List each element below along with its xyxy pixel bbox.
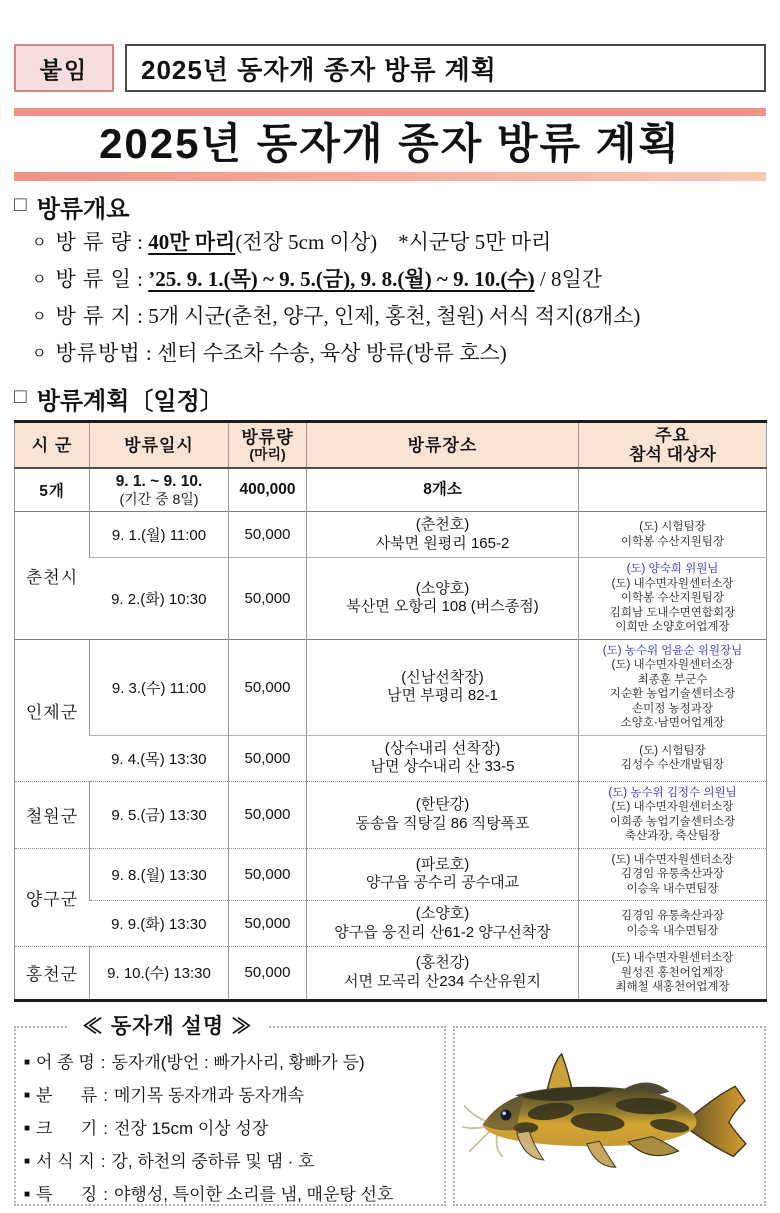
attendee-vip: (도) 농수위 김정수 의원님 bbox=[608, 786, 737, 799]
datetime-main: 9. 5.(금) 13:30 bbox=[111, 807, 207, 824]
attendee: (도) 시험팀장 bbox=[639, 521, 706, 533]
species-item-label: 서 식 지 bbox=[36, 1151, 95, 1171]
datetime-main: 9. 9.(화) 13:30 bbox=[111, 916, 207, 933]
attendee: 지순환 농업기술센터소장 bbox=[609, 688, 736, 700]
col-header-quantity bbox=[229, 422, 307, 469]
cell-datetime bbox=[90, 947, 229, 1001]
cell-place bbox=[307, 512, 579, 558]
attendee: 이학봉 수산지원팀장 bbox=[620, 535, 725, 548]
cell-place bbox=[307, 735, 579, 781]
place-line: (한탄강) bbox=[415, 796, 470, 813]
overview-section-heading bbox=[14, 191, 766, 221]
overview-item bbox=[32, 336, 766, 373]
cell-place bbox=[307, 901, 579, 947]
place-line: 남면 부평리 82-1 bbox=[387, 687, 498, 704]
species-description-title: ≪ 동자개 설명 ≫ bbox=[68, 1014, 267, 1040]
cell-sigun: 홍천군 bbox=[15, 947, 90, 1001]
square-marker-icon: □ bbox=[14, 385, 27, 408]
cell-datetime bbox=[90, 901, 229, 947]
overview-item bbox=[32, 225, 766, 262]
cell-quantity: 50,000 bbox=[229, 947, 307, 1001]
overview-item-label: 방 류 지 bbox=[55, 304, 132, 328]
datetime-sub: (기간 중 8일) bbox=[119, 491, 199, 507]
col-header-attendees-line2: 참석 대상자 bbox=[629, 445, 716, 464]
cell-attendees bbox=[579, 558, 767, 640]
place-line: 사북면 원평리 165-2 bbox=[375, 534, 510, 552]
schedule-row bbox=[15, 639, 767, 735]
datetime-main: 9. 2.(화) 10:30 bbox=[111, 590, 207, 608]
title-divider-top bbox=[14, 108, 766, 116]
cell-place bbox=[307, 558, 579, 640]
col-header-sigun: 시 군 bbox=[15, 422, 90, 469]
square-bullet-icon: ■ bbox=[24, 1056, 31, 1068]
schedule-row bbox=[15, 735, 767, 781]
species-description-item bbox=[24, 1081, 438, 1114]
cell-quantity: 50,000 bbox=[229, 901, 307, 947]
cell-sigun: 춘천시 bbox=[15, 512, 90, 640]
square-bullet-icon: ■ bbox=[24, 1122, 31, 1134]
cell-place bbox=[307, 639, 579, 735]
attendee: 최해철 새홍천어업계장 bbox=[615, 981, 730, 993]
col-header-attendees bbox=[579, 422, 767, 469]
cell-attendees bbox=[579, 781, 767, 848]
overview-item-colon: : bbox=[131, 304, 149, 328]
schedule-table bbox=[14, 420, 767, 1002]
schedule-row bbox=[15, 848, 767, 901]
schedule-row bbox=[15, 512, 767, 558]
page-title: 2025년 동자개 종자 방류 계획 bbox=[99, 120, 681, 167]
overview-item-value: (전장 5cm 이상) *시군당 5만 마리 bbox=[235, 230, 552, 254]
attendee: 이희종 농업기술센터소장 bbox=[609, 815, 736, 828]
species-item-value: 야행성, 특이한 소리를 냄, 매운탕 선호 bbox=[113, 1184, 394, 1204]
species-item-label: 어 종 명 bbox=[36, 1052, 95, 1072]
attendee: 최종훈 부군수 bbox=[637, 673, 708, 686]
species-item-label: 분 류 bbox=[36, 1085, 98, 1105]
attendee: 이희만 소양호어업계장 bbox=[615, 621, 730, 633]
attendee: (도) 시험팀장 bbox=[639, 744, 706, 757]
cell-quantity: 50,000 bbox=[229, 848, 307, 901]
species-item-colon: : bbox=[100, 1052, 106, 1072]
attendee: 축산과장, 축산팀장 bbox=[624, 830, 721, 842]
cell-place bbox=[307, 848, 579, 901]
list-bullet-icon: ㅇ bbox=[32, 272, 47, 288]
attachment-badge: 붙임 bbox=[14, 44, 114, 92]
square-marker-icon: □ bbox=[14, 193, 27, 216]
overview-item-value: / 8일간 bbox=[534, 267, 603, 291]
overview-item bbox=[32, 262, 766, 299]
attachment-header bbox=[14, 44, 766, 92]
species-description-list bbox=[24, 1048, 438, 1213]
cell-quantity: 50,000 bbox=[229, 639, 307, 735]
place-line: 양구읍 웅진리 산61-2 양구선착장 bbox=[334, 923, 551, 941]
list-bullet-icon: ㅇ bbox=[32, 235, 47, 251]
overview-item-value: 5개 시군(춘천, 양구, 인제, 홍천, 철원) 서식 적지(8개소) bbox=[148, 304, 641, 328]
cell-quantity: 50,000 bbox=[229, 735, 307, 781]
cell-place bbox=[307, 781, 579, 848]
attendee: 김경임 유통축산과장 bbox=[620, 868, 725, 880]
square-bullet-icon: ■ bbox=[24, 1155, 31, 1167]
cell-place bbox=[307, 947, 579, 1001]
place-line: (상수내리 선착장) bbox=[384, 739, 501, 757]
place-line: (춘천호) bbox=[415, 516, 470, 533]
cell-sigun: 철원군 bbox=[15, 781, 90, 848]
fish-image bbox=[461, 1035, 758, 1197]
square-bullet-icon: ■ bbox=[24, 1188, 31, 1200]
species-description-item bbox=[24, 1048, 438, 1081]
place-line: 동송읍 직탕길 86 직탕폭포 bbox=[355, 814, 530, 832]
cell-sigun: 양구군 bbox=[15, 848, 90, 947]
schedule-table-header bbox=[15, 422, 767, 469]
fish-photo-box bbox=[453, 1026, 766, 1206]
attendee: 이학봉 수산지원팀장 bbox=[620, 592, 725, 604]
cell-place bbox=[307, 468, 579, 512]
overview-item-label: 방 류 량 bbox=[55, 230, 132, 254]
col-header-attendees-line1: 주요 bbox=[655, 426, 690, 445]
schedule-section-heading bbox=[14, 383, 766, 413]
overview-item-strong: ’25. 9. 1.(목) ~ 9. 5.(금), 9. 8.(월) ~ 9. 10.(수) bbox=[148, 267, 535, 291]
overview-item-label: 방류방법 bbox=[55, 341, 141, 365]
cell-quantity: 50,000 bbox=[229, 512, 307, 558]
overview-item-colon: : bbox=[131, 267, 149, 291]
cell-datetime bbox=[90, 848, 229, 901]
species-item-colon: : bbox=[103, 1085, 108, 1105]
attachment-title-box: 2025년 동자개 종자 방류 계획 bbox=[125, 44, 766, 92]
overview-item-colon: : bbox=[131, 230, 149, 254]
overview-item-label: 방 류 일 bbox=[55, 267, 132, 291]
title-divider-bottom bbox=[14, 172, 766, 181]
cell-attendees bbox=[579, 901, 767, 947]
cell-attendees bbox=[579, 848, 767, 901]
overview-item-strong: 40만 마리 bbox=[148, 230, 236, 254]
place-line: 서면 모곡리 산234 수산유원지 bbox=[344, 972, 541, 990]
place-line: (신남선착장) bbox=[401, 668, 484, 686]
species-item-label: 크 기 bbox=[36, 1118, 98, 1138]
attendee: (도) 내수면자원센터소장 bbox=[611, 853, 734, 866]
datetime-main: 9. 4.(목) 13:30 bbox=[111, 750, 207, 768]
cell-datetime bbox=[90, 639, 229, 735]
place-line: (소양호) bbox=[415, 905, 470, 922]
col-header-quantity-line2: (마리) bbox=[249, 446, 286, 462]
attendee: 원성진 홍천어업계장 bbox=[620, 966, 725, 979]
place-line: (홍천강) bbox=[415, 954, 470, 972]
cell-datetime bbox=[90, 558, 229, 640]
species-item-label: 특 징 bbox=[36, 1184, 98, 1204]
datetime-main: 9. 10.(수) 13:30 bbox=[107, 965, 211, 983]
schedule-row bbox=[15, 947, 767, 1001]
place-line: (파로호) bbox=[415, 855, 470, 873]
attendee: (도) 내수면자원센터소장 bbox=[611, 659, 734, 671]
overview-item-colon: : bbox=[140, 341, 157, 365]
col-header-quantity-line1: 방류량 bbox=[241, 428, 294, 447]
species-item-value: 전장 15cm 이상 성장 bbox=[113, 1118, 269, 1138]
attendee: 김성수 수산개발팀장 bbox=[620, 759, 725, 771]
datetime-main: 9. 8.(월) 13:30 bbox=[111, 866, 207, 884]
species-description-item bbox=[24, 1147, 438, 1180]
species-description-item bbox=[24, 1114, 438, 1147]
attendee: 소양호·남면어업계장 bbox=[620, 717, 725, 729]
species-item-colon: : bbox=[103, 1118, 108, 1138]
species-description-item bbox=[24, 1180, 438, 1213]
cell-quantity: 50,000 bbox=[229, 781, 307, 848]
attendee: (도) 내수면자원센터소장 bbox=[611, 952, 734, 964]
species-section bbox=[14, 1014, 766, 1206]
cell-datetime bbox=[90, 468, 229, 512]
schedule-heading-text: 방류계획〔일정〕 bbox=[36, 387, 224, 415]
cell-quantity: 400,000 bbox=[229, 468, 307, 512]
col-header-datetime: 방류일시 bbox=[90, 422, 229, 469]
species-description-box bbox=[14, 1014, 446, 1206]
place-line: 양구읍 공수리 공수대교 bbox=[365, 874, 520, 892]
cell-sigun: 인제군 bbox=[15, 639, 90, 781]
cell-attendees bbox=[579, 735, 767, 781]
datetime-main: 9. 1. ~ 9. 10. bbox=[115, 473, 203, 490]
schedule-row bbox=[15, 558, 767, 640]
datetime-main: 9. 3.(수) 11:00 bbox=[111, 679, 207, 697]
schedule-row bbox=[15, 468, 767, 512]
schedule-table-body bbox=[15, 468, 767, 1000]
cell-datetime bbox=[90, 781, 229, 848]
cell-attendees bbox=[579, 639, 767, 735]
col-header-place: 방류장소 bbox=[307, 422, 579, 469]
place-line: 8개소 bbox=[423, 480, 462, 498]
attendee: 김희남 도내수면연합회장 bbox=[609, 606, 736, 619]
cell-datetime bbox=[90, 735, 229, 781]
list-bullet-icon: ㅇ bbox=[32, 346, 47, 362]
place-line: (소양호) bbox=[415, 579, 470, 597]
attendee: 손미정 농정과장 bbox=[632, 702, 713, 715]
cell-attendees bbox=[579, 512, 767, 558]
attendee-vip: (도) 양숙희 위원님 bbox=[626, 563, 719, 575]
overview-item-value: 센터 수조차 수송, 육상 방류(방류 호스) bbox=[157, 341, 507, 365]
cell-sigun: 5개 bbox=[39, 483, 65, 500]
list-bullet-icon: ㅇ bbox=[32, 309, 47, 325]
species-item-colon: : bbox=[103, 1184, 108, 1204]
species-item-value: 동자개(방언 : 빠가사리, 황빠가 등) bbox=[111, 1052, 365, 1072]
attendee-vip: (도) 농수위 엄윤순 위원장님 bbox=[602, 644, 743, 657]
overview-item bbox=[32, 299, 766, 336]
cell-attendees bbox=[579, 947, 767, 1001]
overview-heading-text: 방류개요 bbox=[36, 195, 130, 223]
place-line: 북산면 오항리 108 (버스종점) bbox=[346, 598, 539, 616]
species-item-value: 메기목 동자개과 동자개속 bbox=[113, 1085, 305, 1105]
attendee: 이승욱 내수면팀장 bbox=[626, 882, 719, 895]
cell-quantity: 50,000 bbox=[229, 558, 307, 640]
attendee: 김경임 유통축산과장 bbox=[620, 910, 725, 922]
overview-list bbox=[14, 225, 766, 373]
attendee: (도) 내수면자원센터소장 bbox=[611, 577, 734, 590]
cell-attendees bbox=[579, 468, 767, 512]
species-item-colon: : bbox=[100, 1151, 106, 1171]
place-line: 남면 상수내리 산 33-5 bbox=[370, 758, 515, 775]
cell-datetime bbox=[90, 512, 229, 558]
schedule-row bbox=[15, 781, 767, 848]
square-bullet-icon: ■ bbox=[24, 1089, 31, 1101]
attendee: 이승욱 내수면팀장 bbox=[626, 924, 719, 937]
datetime-main: 9. 1.(월) 11:00 bbox=[111, 527, 207, 544]
schedule-row bbox=[15, 901, 767, 947]
attendee: (도) 내수면자원센터소장 bbox=[611, 801, 734, 813]
species-item-value: 강, 하천의 중하류 및 댐 · 호 bbox=[111, 1151, 315, 1171]
